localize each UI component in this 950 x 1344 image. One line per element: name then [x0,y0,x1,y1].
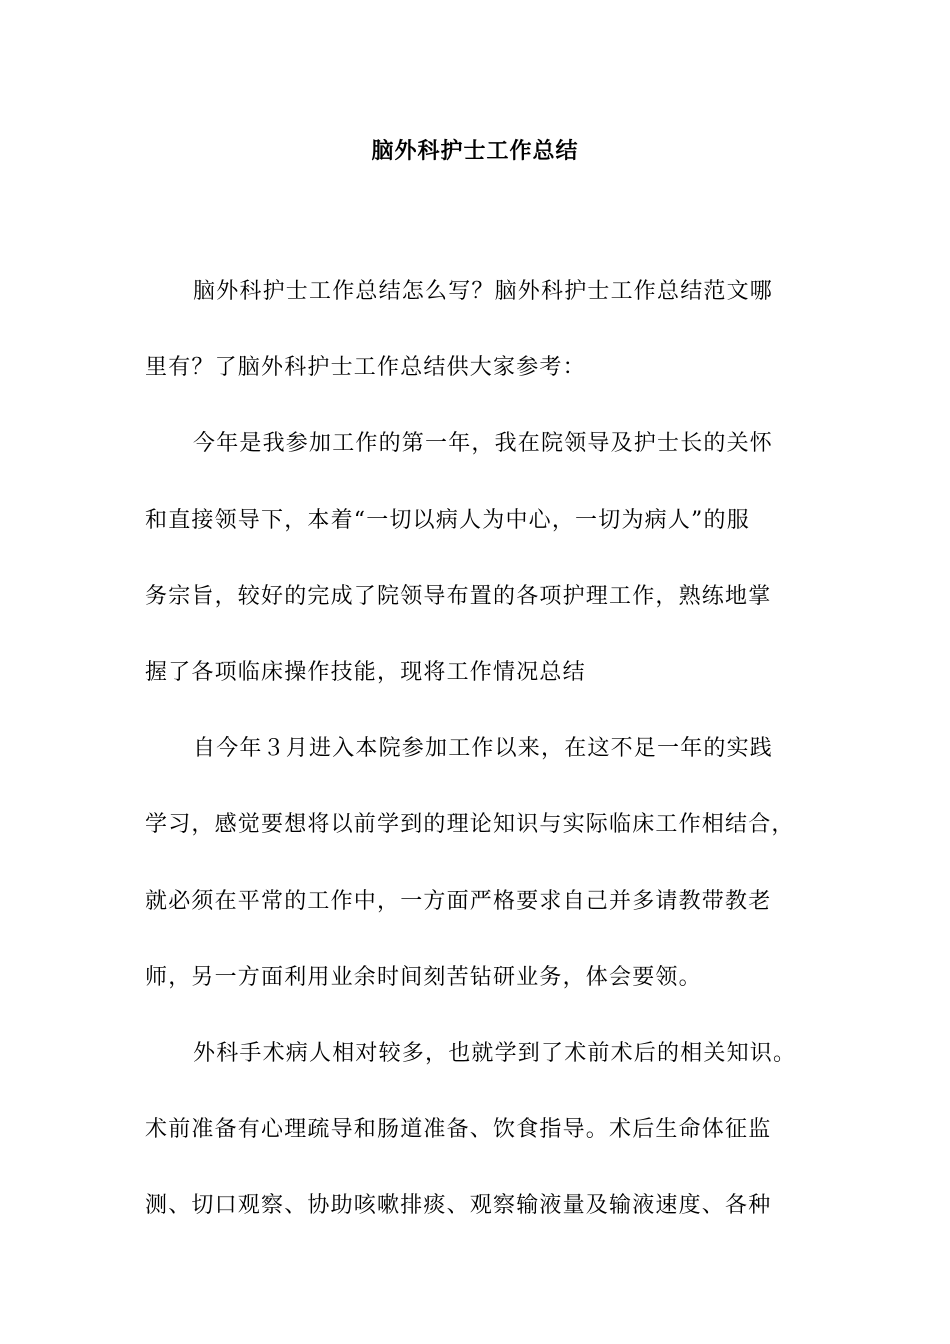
document-title: 脑外科护士工作总结 [371,139,579,164]
body-line: 师，另一方面利用业余时间刻苦钻研业务，体会要领。 [145,964,702,990]
body-line: 就必须在平常的工作中，一方面严格要求自己并多请教带教老 [145,888,772,914]
body-line: 今年是我参加工作的第一年，我在院领导及护士长的关怀 [193,431,774,457]
body-line: 术前准备有心理疏导和肠道准备、饮食指导。术后生命体征监 [145,1117,772,1143]
body-line: 握了各项临床操作技能，现将工作情况总结 [145,659,586,685]
body-line: 和直接领导下，本着“一切以病人为中心，一切为病人”的服 [145,507,750,533]
body-line: 务宗旨，较好的完成了院领导布置的各项护理工作，熟练地掌 [145,583,772,609]
body-line: 自今年３月进入本院参加工作以来，在这不足一年的实践 [193,736,774,762]
document-body [145,254,825,1244]
body-line: 外科手术病人相对较多，也就学到了术前术后的相关知识。 [193,1040,797,1066]
body-line: 脑外科护士工作总结怎么写？脑外科护士工作总结范文哪 [193,279,774,304]
body-line: 里有？了脑外科护士工作总结供大家参考： [145,355,586,381]
body-line: 测、切口观察、协助咳嗽排痰、观察输液量及输液速度、各种 [145,1193,772,1219]
body-line: 学习，感觉要想将以前学到的理论知识与实际临床工作相结合， [145,812,795,838]
